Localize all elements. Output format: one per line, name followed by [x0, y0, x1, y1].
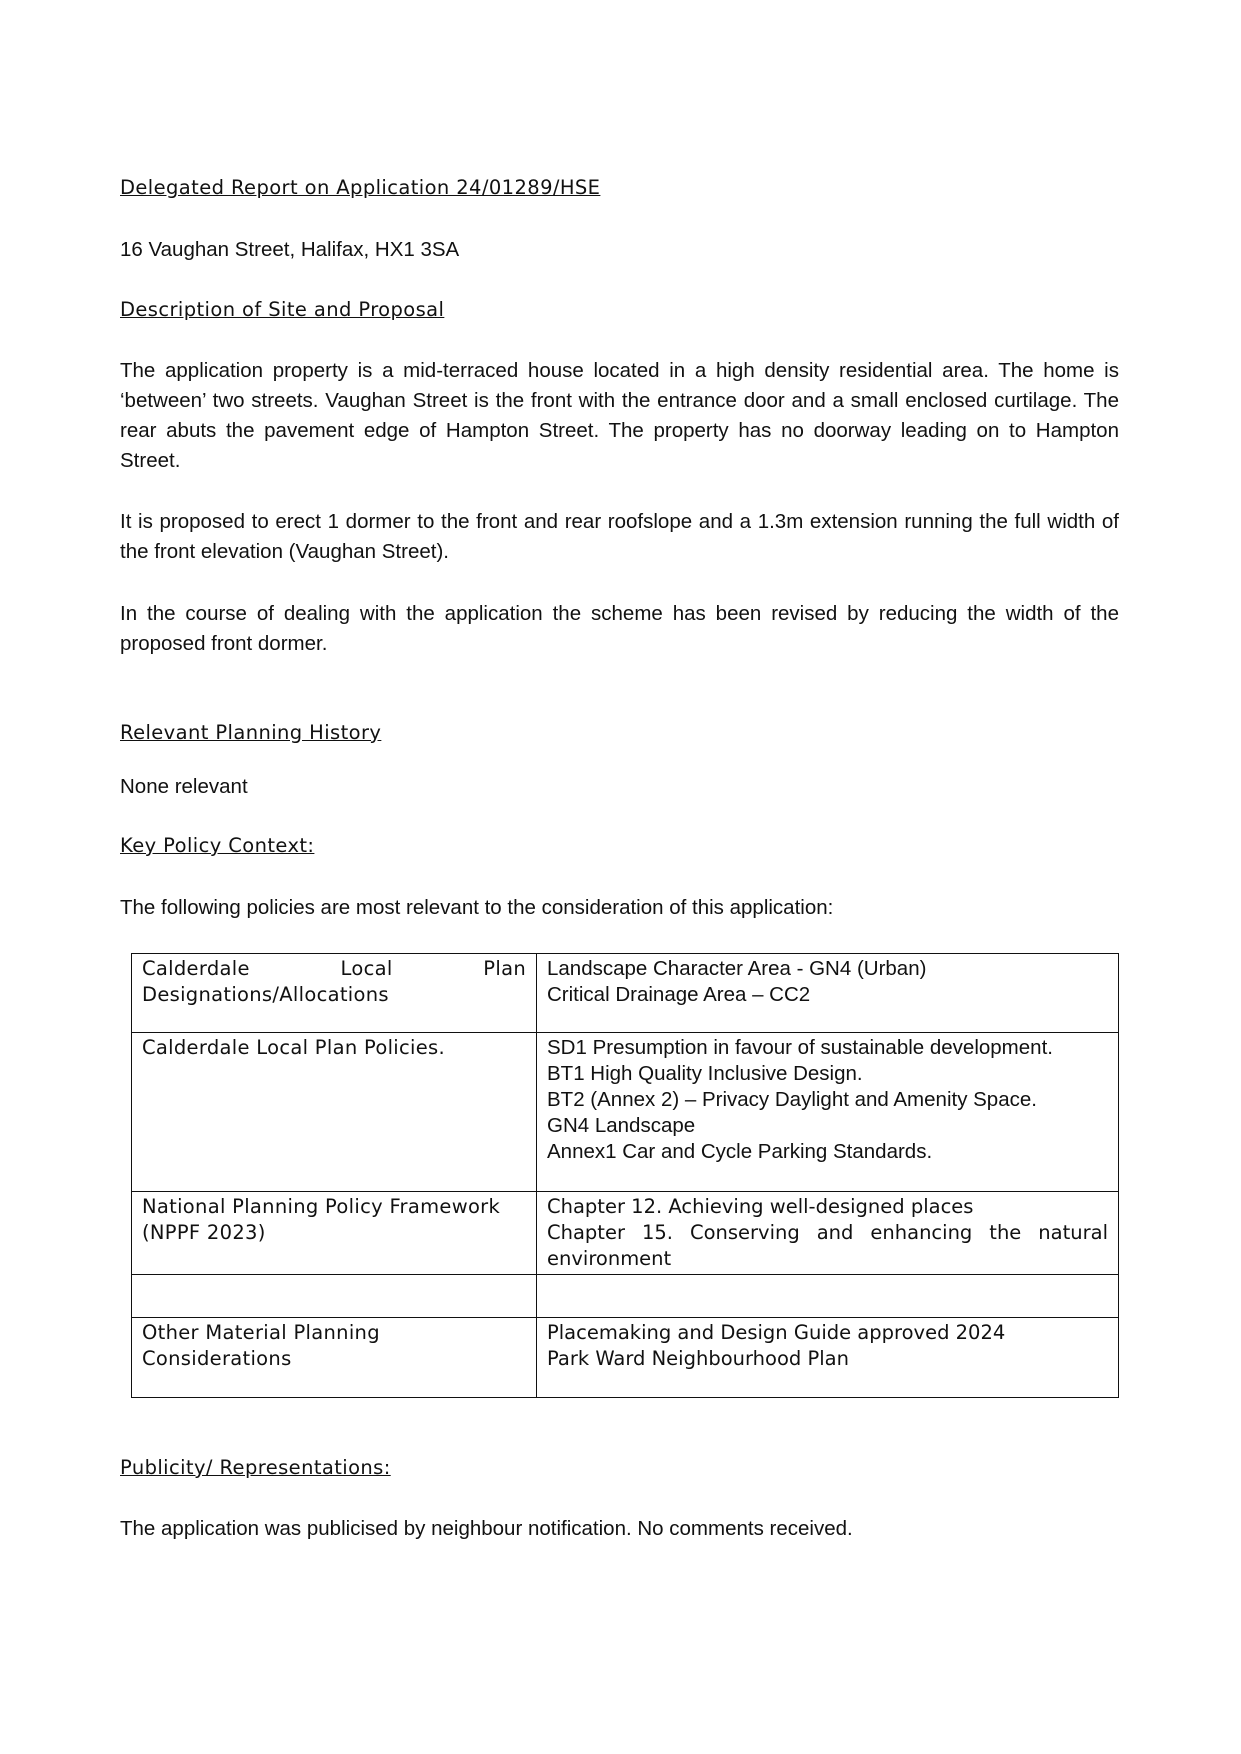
- policy-item: Placemaking and Design Guide approved 2024: [547, 1321, 1006, 1344]
- history-heading: Relevant Planning History: [120, 721, 382, 744]
- table-row: [132, 954, 1119, 1033]
- description-paragraph: It is proposed to erect 1 dormer to the front and rear roofslope and a 1.3m extension running the full width of the front elevation (Vaughan Street).: [120, 510, 1119, 563]
- policy-item: Chapter 15. Conserving and enhancing the natural environment: [547, 1221, 1108, 1270]
- history-text: None relevant: [120, 775, 248, 798]
- policy-label: Other Material Planning Considerations: [132, 1318, 537, 1398]
- description-paragraph: The application property is a mid-terraced house located in a high density residential area. The home is ‘between’ two streets. Vaughan Street is the front with the entrance door and a small enclosed curtilage. The rear abuts the pavement edge of Hampton Street. The property has no doorway leading on to Hampton Street.: [120, 359, 1119, 472]
- description-heading: Description of Site and Proposal: [120, 298, 445, 321]
- policy-item: Park Ward Neighbourhood Plan: [547, 1347, 849, 1370]
- table-row: [132, 1318, 1119, 1398]
- publicity-heading: Publicity/ Representations:: [120, 1456, 391, 1479]
- policy-heading: Key Policy Context:: [120, 834, 315, 857]
- policy-item: BT1 High Quality Inclusive Design.: [547, 1062, 863, 1085]
- page-title: Delegated Report on Application 24/01289/HSE: [120, 176, 601, 199]
- policy-item: Critical Drainage Area – CC2: [547, 983, 811, 1006]
- policy-item: Chapter 12. Achieving well-designed places: [547, 1195, 974, 1218]
- policy-items: [537, 1275, 1119, 1318]
- policy-items: [537, 1192, 1119, 1275]
- policy-items: [537, 954, 1119, 1033]
- policy-label: National Planning Policy Framework (NPPF 2023): [132, 1192, 537, 1275]
- policy-label: Calderdale Local Plan Policies.: [132, 1033, 537, 1192]
- policy-intro: The following policies are most relevant to the consideration of this application:: [120, 896, 834, 919]
- table-row-empty: [132, 1275, 1119, 1318]
- site-address: 16 Vaughan Street, Halifax, HX1 3SA: [120, 238, 460, 261]
- description-paragraph: In the course of dealing with the application the scheme has been revised by reducing the width of the proposed front dormer.: [120, 602, 1119, 655]
- policy-item: BT2 (Annex 2) – Privacy Daylight and Amenity Space.: [547, 1088, 1037, 1111]
- policy-items: [537, 1318, 1119, 1398]
- policy-label: Calderdale Local Plan Designations/Allocations: [132, 954, 537, 1033]
- policy-table: [131, 953, 1119, 1398]
- policy-item: GN4 Landscape: [547, 1114, 696, 1137]
- table-row: [132, 1192, 1119, 1275]
- policy-items: [537, 1033, 1119, 1192]
- policy-label: [132, 1275, 537, 1318]
- table-row: [132, 1033, 1119, 1192]
- policy-item: SD1 Presumption in favour of sustainable development.: [547, 1036, 1053, 1059]
- policy-item: Landscape Character Area - GN4 (Urban): [547, 957, 927, 980]
- publicity-text: The application was publicised by neighbour notification. No comments received.: [120, 1517, 853, 1540]
- policy-item: Annex1 Car and Cycle Parking Standards.: [547, 1140, 933, 1163]
